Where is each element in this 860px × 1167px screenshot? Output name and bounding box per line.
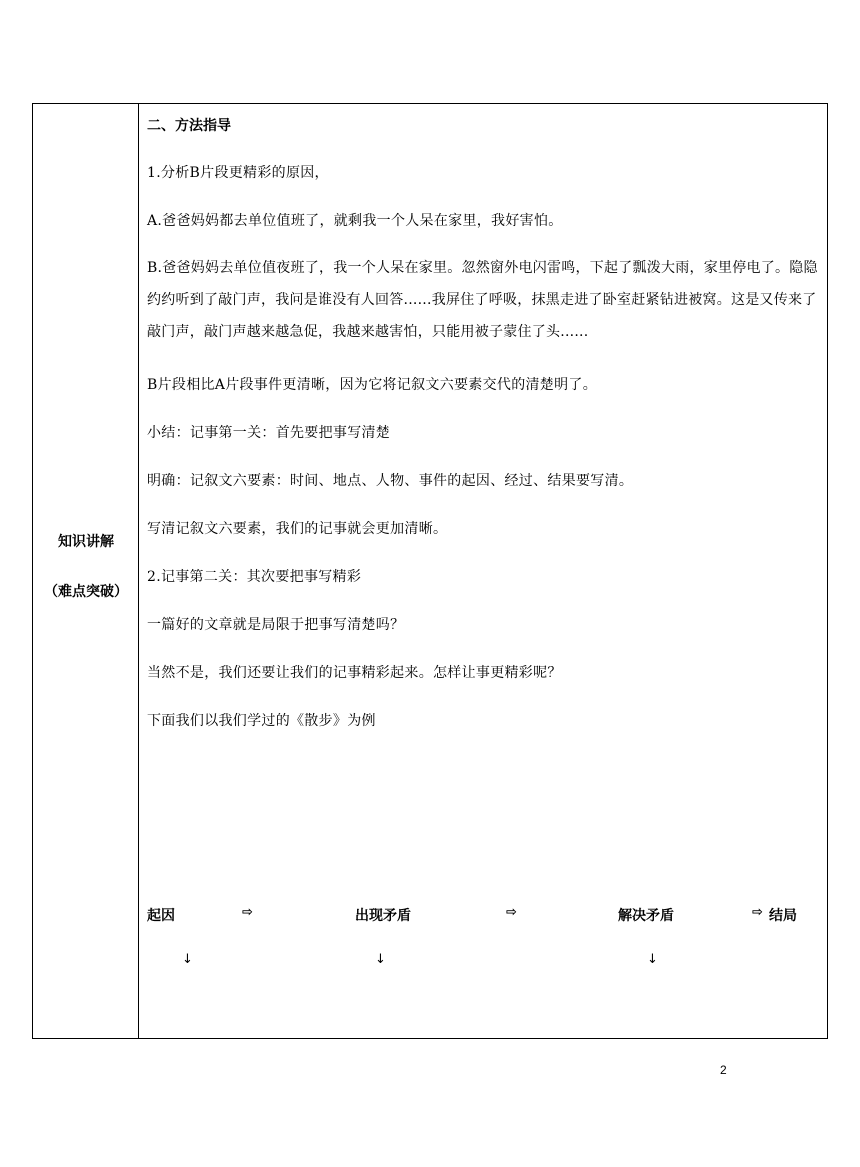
- question-paragraph: 一篇好的文章就是局限于把事写清楚吗？: [147, 617, 405, 633]
- comparison-paragraph: B片段相比A片段事件更清晰，因为它将记叙文六要素交代的清楚明了。: [147, 377, 597, 393]
- down-arrow-icon: ↓: [182, 952, 193, 967]
- example-a-paragraph: A.爸爸妈妈都去单位值班了，就剩我一个人呆在家里，我好害怕。: [147, 213, 563, 229]
- analysis-paragraph: 1.分析B片段更精彩的原因，: [147, 165, 329, 181]
- content-cell: [139, 104, 827, 1038]
- flow-step-ending: 结局: [769, 908, 797, 924]
- flow-step-resolution: 解决矛盾: [618, 908, 674, 924]
- right-arrow-icon: ⇨: [506, 905, 517, 920]
- right-arrow-icon: ⇨: [242, 905, 253, 920]
- second-level-paragraph: 2.记事第二关：其次要把事写精彩: [147, 569, 362, 585]
- page-number: 2: [720, 1063, 727, 1077]
- method-heading: 二、方法指导: [147, 118, 231, 134]
- right-arrow-icon: ⇨: [752, 905, 763, 920]
- example-b-paragraph: B.爸爸妈妈去单位值夜班了，我一个人呆在家里。忽然窗外电闪雷鸣，下起了瓢泼大雨，家里停电了。隐隐约约听到了敲门声，我问是谁没有人回答......我屏住了呼吸，抹黑走进了卧室赶紧钻进被窝。这是又传来了敲门声，敲门声越来越急促，我越来越害怕，只能用被子蒙住了头......: [147, 260, 818, 340]
- summary-paragraph: 小结：记事第一关：首先要把事写清楚: [147, 425, 391, 441]
- six-elements-paragraph: 写清记叙文六要素，我们的记事就会更加清晰。: [147, 521, 448, 537]
- clarification-paragraph: 明确：记叙文六要素：时间、地点、人物、事件的起因、经过、结果要写清。: [147, 473, 634, 489]
- answer-paragraph: 当然不是，我们还要让我们的记事精彩起来。怎样让事更精彩呢？: [147, 665, 562, 681]
- down-arrow-icon: ↓: [375, 952, 386, 967]
- section-title: 知识讲解: [58, 534, 114, 550]
- section-label-cell: [33, 104, 139, 1038]
- flow-step-conflict: 出现矛盾: [355, 908, 411, 924]
- down-arrow-icon: ↓: [647, 952, 658, 967]
- section-subtitle: （难点突破）: [44, 584, 128, 600]
- flow-step-cause: 起因: [147, 908, 175, 924]
- example-intro-paragraph: 下面我们以我们学过的《散步》为例: [147, 713, 376, 729]
- lesson-table: [32, 103, 828, 1039]
